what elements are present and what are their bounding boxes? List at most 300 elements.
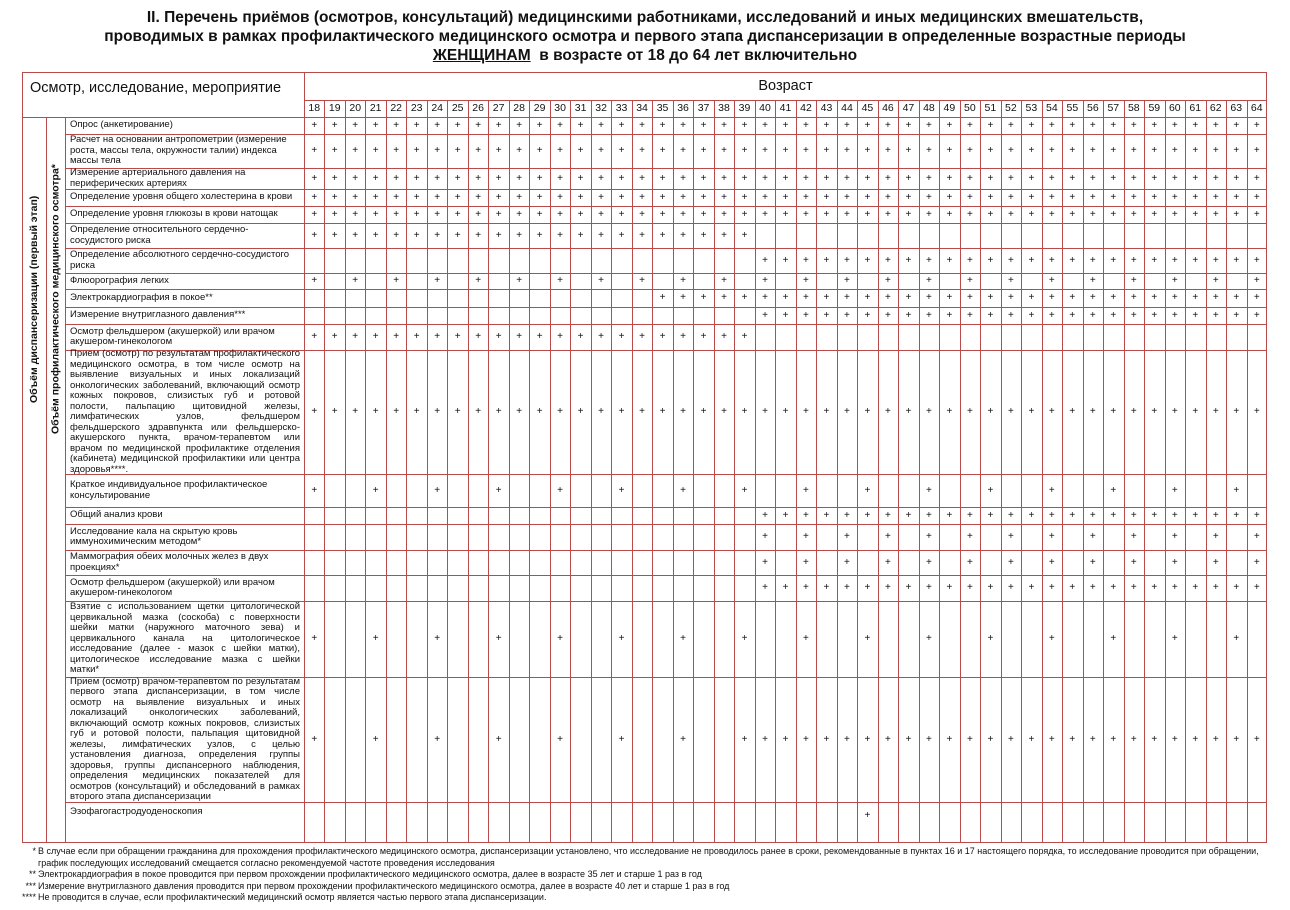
mark-row19-age47: + — [905, 733, 912, 745]
mark-row13-age54: + — [1048, 484, 1055, 496]
mark-row12-age63: + — [1233, 406, 1240, 417]
mark-row4-age19: + — [331, 191, 338, 203]
footnotes — [22, 846, 1272, 904]
mark-row17-age41: + — [782, 582, 789, 593]
mark-row4-age58: + — [1130, 191, 1137, 203]
row-label-7: Определение абсолютного сердечно-сосудистого риска — [70, 249, 290, 271]
mark-row5-age33: + — [618, 208, 625, 220]
mark-row12-age19: + — [331, 406, 338, 417]
mark-row3-age30: + — [557, 172, 564, 184]
mark-row3-age18: + — [311, 172, 318, 184]
mark-row4-age29: + — [536, 191, 543, 203]
mark-row11-age23: + — [413, 331, 420, 342]
mark-row18-age30: + — [557, 633, 564, 644]
row-label-6: Определение относительного сердечно-сосудистого риска — [70, 224, 249, 246]
mark-row7-age54: + — [1048, 254, 1055, 266]
mark-row19-age36: + — [680, 733, 686, 745]
mark-row15-age50: + — [966, 531, 973, 542]
mark-row10-age56: + — [1089, 309, 1096, 321]
mark-row7-age62: + — [1212, 254, 1219, 266]
mark-row3-age64: + — [1253, 172, 1260, 184]
mark-row1-age43: + — [823, 119, 830, 131]
mark-row12-age37: + — [700, 406, 707, 417]
mark-row1-age64: + — [1253, 119, 1260, 131]
mark-row11-age32: + — [598, 331, 604, 342]
page-title — [0, 8, 1290, 65]
mark-row20-age45: + — [864, 810, 871, 821]
mark-row12-age31: + — [577, 406, 584, 417]
title-line-3 — [0, 46, 1290, 65]
mark-row5-age43: + — [823, 208, 830, 220]
mark-row9-age64: + — [1253, 292, 1260, 303]
mark-row6-age34: + — [639, 229, 645, 241]
mark-row8-age32: + — [598, 275, 604, 286]
mark-row3-age55: + — [1069, 172, 1076, 184]
mark-row7-age60: + — [1171, 254, 1178, 266]
mark-row5-age47: + — [905, 208, 912, 220]
mark-row1-age62: + — [1212, 119, 1219, 131]
mark-row14-age53: + — [1028, 509, 1035, 521]
mark-row8-age64: + — [1253, 275, 1260, 286]
mark-row19-age56: + — [1089, 733, 1096, 745]
mark-row19-age63: + — [1233, 733, 1240, 745]
label-column-divider — [304, 72, 305, 843]
mark-row18-age42: + — [803, 633, 809, 644]
mark-row15-age40: + — [762, 531, 768, 542]
mark-row12-age26: + — [475, 406, 482, 417]
age-label-28: 28 — [513, 102, 525, 114]
mark-row1-age48: + — [925, 119, 932, 131]
mark-row3-age33: + — [618, 172, 625, 184]
mark-row14-age54: + — [1048, 509, 1055, 521]
mark-row1-age28: + — [516, 119, 523, 131]
age-label-27: 27 — [492, 102, 505, 114]
mark-row19-age33: + — [618, 733, 625, 745]
mark-row10-age62: + — [1212, 309, 1219, 321]
mark-row19-age24: + — [434, 733, 441, 745]
row-label-20: Эзофагогастродуоденоскопия — [70, 806, 203, 818]
mark-row2-age36: + — [680, 145, 686, 156]
mark-row6-age37: + — [700, 229, 707, 241]
mark-row6-age27: + — [495, 229, 502, 241]
mark-row1-age57: + — [1110, 119, 1117, 131]
mark-row1-age45: + — [864, 119, 871, 131]
mark-row4-age56: + — [1089, 191, 1096, 203]
mark-row2-age51: + — [987, 145, 994, 156]
mark-row2-age50: + — [966, 145, 973, 156]
footnote-1 — [22, 846, 1272, 869]
mark-row9-age53: + — [1028, 292, 1035, 303]
mark-row7-age56: + — [1089, 254, 1096, 266]
age-label-61: 61 — [1189, 102, 1202, 114]
mark-row14-age59: + — [1151, 509, 1158, 521]
mark-row12-age20: + — [352, 406, 359, 417]
mark-row1-age23: + — [413, 119, 420, 131]
mark-row12-age55: + — [1069, 406, 1076, 417]
mark-row5-age27: + — [495, 208, 502, 220]
mark-row19-age52: + — [1007, 733, 1014, 745]
mark-row5-age36: + — [680, 208, 686, 220]
age-label-32: 32 — [595, 102, 607, 114]
mark-row9-age56: + — [1089, 292, 1096, 303]
mark-row14-age46: + — [885, 509, 891, 521]
mark-row16-age56: + — [1089, 556, 1096, 568]
mark-row11-age36: + — [680, 331, 686, 342]
table-border-top — [22, 72, 1267, 73]
mark-row14-age61: + — [1192, 509, 1199, 521]
mark-row10-age51: + — [987, 309, 994, 321]
mark-row19-age55: + — [1069, 733, 1076, 745]
age-label-64: 64 — [1250, 102, 1263, 114]
side-band-divider-outer — [46, 117, 47, 843]
mark-row17-age55: + — [1069, 582, 1076, 593]
mark-row19-age30: + — [557, 733, 564, 745]
mark-row2-age18: + — [311, 145, 318, 156]
mark-row2-age49: + — [946, 145, 953, 156]
mark-row12-age36: + — [680, 406, 686, 417]
age-label-41: 41 — [779, 102, 792, 114]
mark-row7-age49: + — [946, 254, 953, 266]
age-label-53: 53 — [1025, 102, 1038, 114]
mark-row7-age58: + — [1130, 254, 1137, 266]
mark-row19-age48: + — [925, 733, 932, 745]
mark-row3-age44: + — [844, 172, 850, 184]
mark-row16-age62: + — [1212, 556, 1219, 568]
procedures-table — [22, 72, 1267, 843]
mark-row8-age60: + — [1171, 275, 1178, 286]
mark-row13-age18: + — [311, 484, 318, 496]
mark-row2-age19: + — [331, 145, 338, 156]
mark-row13-age36: + — [680, 484, 686, 496]
mark-row12-age22: + — [393, 406, 400, 417]
mark-row14-age50: + — [966, 509, 973, 521]
mark-row4-age62: + — [1212, 191, 1219, 203]
mark-row14-age44: + — [844, 509, 850, 521]
mark-row1-age19: + — [331, 119, 338, 131]
mark-row12-age49: + — [946, 406, 953, 417]
mark-row2-age23: + — [413, 145, 420, 156]
mark-row5-age40: + — [762, 208, 768, 220]
mark-row14-age41: + — [782, 509, 789, 521]
mark-row10-age59: + — [1151, 309, 1158, 321]
mark-row12-age18: + — [311, 406, 318, 417]
mark-row12-age40: + — [762, 406, 768, 417]
mark-row14-age55: + — [1069, 509, 1076, 521]
mark-row18-age60: + — [1171, 633, 1178, 644]
mark-row16-age58: + — [1130, 556, 1137, 568]
age-label-37: 37 — [697, 102, 710, 114]
footnote-text: В случае если при обращении гражданина для прохождения профилактического медицинского осмотра, диспансеризации установлено, что исследование не проводилось ранее в сроки, рекомендованные в пунктах 16 и 17 настоящего порядка, то исследование проводится при обращении, график последующих исследований смещается согласно рекомендуемой частоте проведения исследования — [38, 846, 1259, 868]
age-label-62: 62 — [1209, 102, 1222, 114]
mark-row3-age52: + — [1007, 172, 1014, 184]
mark-row2-age28: + — [516, 145, 523, 156]
mark-row9-age48: + — [925, 292, 932, 303]
mark-row4-age48: + — [925, 191, 932, 203]
mark-row8-age28: + — [516, 275, 523, 286]
mark-row11-age30: + — [557, 331, 564, 342]
mark-row13-age48: + — [925, 484, 932, 496]
mark-row3-age61: + — [1192, 172, 1199, 184]
age-label-24: 24 — [431, 102, 443, 114]
mark-row2-age44: + — [844, 145, 850, 156]
mark-row4-age57: + — [1110, 191, 1117, 203]
mark-row2-age54: + — [1048, 145, 1055, 156]
mark-row15-age48: + — [925, 531, 932, 542]
row-label-17: Осмотр фельдшером (акушеркой) или врачом акушером-гинекологом — [70, 576, 275, 598]
mark-row6-age20: + — [352, 229, 359, 241]
age-label-51: 51 — [984, 102, 997, 114]
mark-row12-age33: + — [618, 406, 625, 417]
mark-row1-age27: + — [495, 119, 502, 131]
mark-row18-age24: + — [434, 633, 441, 644]
mark-row4-age54: + — [1048, 191, 1055, 203]
age-label-31: 31 — [574, 102, 587, 114]
mark-row3-age46: + — [885, 172, 891, 184]
mark-row9-age45: + — [864, 292, 871, 303]
age-label-20: 20 — [349, 102, 362, 114]
mark-row5-age62: + — [1212, 208, 1219, 220]
mark-row2-age52: + — [1007, 145, 1014, 156]
mark-row12-age25: + — [454, 406, 461, 417]
mark-row12-age30: + — [557, 406, 564, 417]
mark-row1-age40: + — [762, 119, 768, 131]
mark-row1-age30: + — [557, 119, 564, 131]
mark-row4-age39: + — [741, 191, 748, 203]
mark-row5-age50: + — [966, 208, 973, 220]
mark-row4-age50: + — [966, 191, 973, 203]
mark-row1-age49: + — [946, 119, 953, 131]
mark-row12-age50: + — [966, 406, 973, 417]
mark-row1-age50: + — [966, 119, 973, 131]
age-label-56: 56 — [1086, 102, 1099, 114]
mark-row17-age62: + — [1212, 582, 1219, 593]
age-label-59: 59 — [1148, 102, 1161, 114]
mark-row9-age51: + — [987, 292, 994, 303]
mark-row3-age34: + — [639, 172, 645, 184]
mark-row4-age59: + — [1151, 191, 1158, 203]
mark-row6-age31: + — [577, 229, 584, 241]
mark-row13-age63: + — [1233, 484, 1240, 496]
age-label-18: 18 — [308, 102, 321, 114]
mark-row19-age58: + — [1130, 733, 1137, 745]
footnote-4 — [22, 892, 1272, 904]
mark-row5-age48: + — [925, 208, 932, 220]
mark-row19-age53: + — [1028, 733, 1035, 745]
mark-row1-age55: + — [1069, 119, 1076, 131]
row-label-3: Измерение артериального давления на периферических артериях — [70, 167, 246, 189]
mark-row1-age21: + — [372, 119, 379, 131]
mark-row8-age56: + — [1089, 275, 1096, 286]
mark-row4-age30: + — [557, 191, 564, 203]
mark-row3-age31: + — [577, 172, 584, 184]
mark-row1-age36: + — [680, 119, 686, 131]
mark-row9-age36: + — [680, 292, 686, 303]
mark-row12-age46: + — [885, 406, 891, 417]
mark-row4-age45: + — [864, 191, 871, 203]
mark-row11-age27: + — [495, 331, 502, 342]
mark-row14-age48: + — [925, 509, 932, 521]
footnote-marker: **** — [21, 892, 36, 902]
mark-row12-age29: + — [536, 406, 543, 417]
mark-row8-age48: + — [925, 275, 932, 286]
row-label-4: Определение уровня общего холестерина в крови — [70, 191, 293, 203]
mark-row13-age30: + — [557, 484, 564, 496]
mark-row10-age55: + — [1069, 309, 1076, 321]
mark-row9-age55: + — [1069, 292, 1076, 303]
mark-row15-age62: + — [1212, 531, 1219, 542]
mark-row3-age59: + — [1151, 172, 1158, 184]
mark-row10-age43: + — [823, 309, 830, 321]
mark-row5-age44: + — [844, 208, 850, 220]
mark-row13-age27: + — [495, 484, 502, 496]
mark-row8-age58: + — [1130, 275, 1137, 286]
table-border-left — [22, 72, 23, 843]
mark-row7-age61: + — [1192, 254, 1199, 266]
mark-row13-age60: + — [1171, 484, 1178, 496]
mark-row1-age47: + — [905, 119, 912, 131]
age-label-19: 19 — [328, 102, 341, 114]
mark-row18-age36: + — [680, 633, 686, 644]
mark-row2-age20: + — [352, 145, 359, 156]
footnote-marker: ** — [28, 869, 36, 879]
table-border-right — [1266, 72, 1267, 843]
mark-row18-age39: + — [741, 633, 748, 644]
age-label-22: 22 — [390, 102, 403, 114]
age-label-35: 35 — [656, 102, 669, 114]
mark-row8-age50: + — [966, 275, 973, 286]
mark-row4-age43: + — [823, 191, 830, 203]
mark-row3-age58: + — [1130, 172, 1137, 184]
mark-row4-age18: + — [311, 191, 318, 203]
mark-row2-age33: + — [618, 145, 625, 156]
mark-row7-age53: + — [1028, 254, 1035, 266]
mark-row13-age39: + — [741, 484, 748, 496]
mark-row5-age25: + — [454, 208, 461, 220]
mark-row4-age41: + — [782, 191, 789, 203]
mark-row14-age47: + — [905, 509, 912, 521]
mark-row14-age56: + — [1089, 509, 1096, 521]
age-label-21: 21 — [369, 102, 382, 114]
mark-row17-age49: + — [946, 582, 953, 593]
mark-row4-age55: + — [1069, 191, 1076, 203]
mark-row8-age42: + — [803, 275, 809, 286]
mark-row6-age24: + — [434, 229, 441, 241]
mark-row10-age57: + — [1110, 309, 1117, 321]
mark-row2-age56: + — [1089, 145, 1096, 156]
mark-row14-age49: + — [946, 509, 953, 521]
mark-row16-age46: + — [885, 556, 891, 568]
mark-row19-age57: + — [1110, 733, 1117, 745]
mark-row8-age62: + — [1212, 275, 1219, 286]
mark-row19-age60: + — [1171, 733, 1178, 745]
mark-row11-age39: + — [741, 331, 748, 342]
mark-row4-age21: + — [372, 191, 379, 203]
mark-row9-age54: + — [1048, 292, 1055, 303]
mark-row10-age47: + — [905, 309, 912, 321]
mark-row6-age30: + — [557, 229, 564, 241]
mark-row16-age40: + — [762, 556, 768, 568]
mark-row13-age33: + — [618, 484, 625, 496]
mark-row12-age28: + — [516, 406, 523, 417]
mark-row12-age61: + — [1192, 406, 1199, 417]
mark-row8-age38: + — [721, 275, 727, 286]
mark-row6-age39: + — [741, 229, 748, 241]
mark-row14-age52: + — [1007, 509, 1014, 521]
mark-row4-age22: + — [393, 191, 400, 203]
mark-row2-age22: + — [393, 145, 400, 156]
mark-row8-age34: + — [639, 275, 645, 286]
mark-row3-age23: + — [413, 172, 420, 184]
mark-row15-age64: + — [1253, 531, 1260, 542]
age-label-58: 58 — [1127, 102, 1140, 114]
mark-row9-age60: + — [1171, 292, 1178, 303]
mark-row7-age41: + — [782, 254, 789, 266]
mark-row16-age42: + — [803, 556, 809, 568]
mark-row2-age57: + — [1110, 145, 1117, 156]
mark-row6-age26: + — [475, 229, 482, 241]
row-label-10: Измерение внутриглазного давления*** — [70, 309, 246, 321]
mark-row1-age60: + — [1171, 119, 1178, 131]
mark-row2-age42: + — [803, 145, 809, 156]
mark-row3-age40: + — [762, 172, 768, 184]
mark-row8-age54: + — [1048, 275, 1055, 286]
mark-row11-age28: + — [516, 331, 523, 342]
age-label-52: 52 — [1005, 102, 1017, 114]
mark-row2-age31: + — [577, 145, 584, 156]
mark-row12-age44: + — [844, 406, 850, 417]
mark-row3-age19: + — [331, 172, 338, 184]
mark-row3-age38: + — [721, 172, 727, 184]
mark-row12-age58: + — [1130, 406, 1137, 417]
mark-row19-age42: + — [803, 733, 809, 745]
mark-row7-age43: + — [823, 254, 830, 266]
mark-row10-age63: + — [1233, 309, 1240, 321]
mark-row9-age39: + — [741, 292, 748, 303]
mark-row11-age33: + — [618, 331, 625, 342]
dispensary-scope-label: Объём диспансеризации (первый этап) — [28, 195, 40, 404]
mark-row7-age40: + — [762, 254, 768, 266]
mark-row4-age34: + — [639, 191, 645, 203]
mark-row12-age60: + — [1171, 406, 1178, 417]
age-label-50: 50 — [964, 102, 976, 114]
mark-row12-age35: + — [659, 406, 666, 417]
mark-row5-age45: + — [864, 208, 871, 220]
mark-row6-age22: + — [393, 229, 400, 241]
mark-row17-age42: + — [803, 582, 809, 593]
mark-row5-age18: + — [311, 208, 318, 220]
mark-row1-age52: + — [1007, 119, 1014, 131]
mark-row2-age39: + — [741, 145, 748, 156]
mark-row17-age63: + — [1233, 582, 1240, 593]
mark-row16-age48: + — [925, 556, 932, 568]
mark-row16-age60: + — [1171, 556, 1178, 568]
mark-row9-age63: + — [1233, 292, 1240, 303]
mark-row3-age53: + — [1028, 172, 1035, 184]
row-label-5: Определение уровня глюкозы в крови натощак — [70, 208, 278, 220]
age-label-36: 36 — [677, 102, 689, 114]
mark-row3-age62: + — [1212, 172, 1219, 184]
mark-row4-age53: + — [1028, 191, 1035, 203]
mark-row13-age21: + — [372, 484, 379, 496]
row-label-13: Краткое индивидуальное профилактическое консультирование — [70, 479, 268, 501]
age-label-48: 48 — [923, 102, 935, 114]
age-label-47: 47 — [902, 102, 915, 114]
mark-row4-age24: + — [434, 191, 441, 203]
mark-row12-age47: + — [905, 406, 912, 417]
mark-row9-age35: + — [659, 292, 666, 303]
mark-row3-age47: + — [905, 172, 912, 184]
mark-row7-age50: + — [966, 254, 973, 266]
